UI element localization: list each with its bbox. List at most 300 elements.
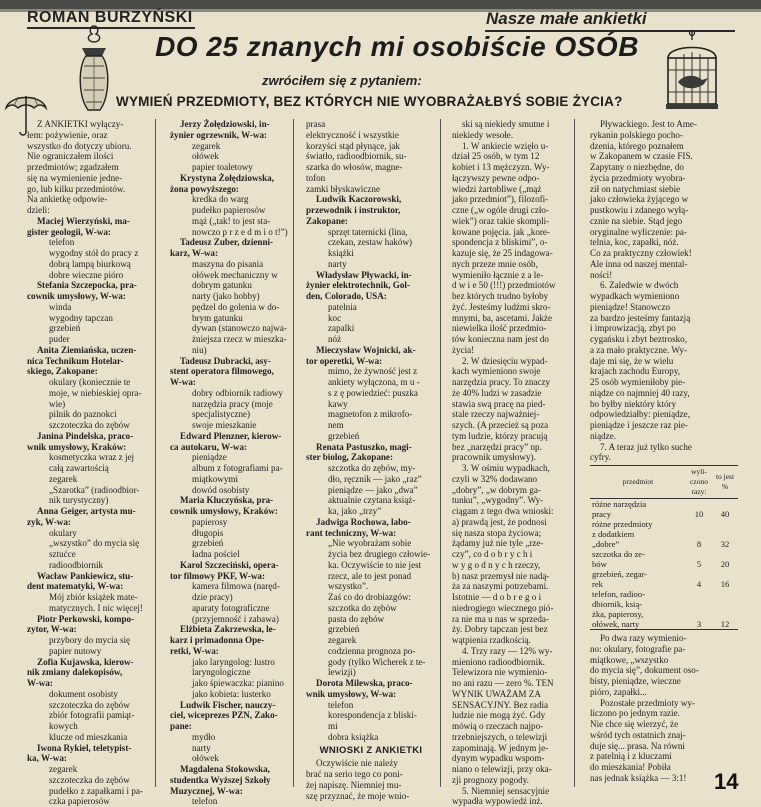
item-line: bów	[592, 559, 684, 569]
text-line: mieniono radioodbiornik.	[452, 657, 568, 668]
answer-item: ka. Oczywiście to nie jest	[306, 560, 436, 571]
respondent-name-line: W-wa:	[170, 377, 288, 388]
respondent-name-line: nik zmiany dalekopisów,	[27, 667, 151, 678]
text-line: prasa	[306, 119, 436, 130]
text-line: d w i e 50 (!!!) przedmiotów	[452, 280, 568, 291]
respondent-name-line: retki, W-wa:	[170, 646, 288, 657]
answer-item: telefon	[170, 796, 288, 807]
text-line: niano o telewizji, przy oka-	[452, 764, 568, 775]
text-line: WYNIK UWAŻAM ZA	[452, 689, 568, 700]
table-cell-percent: 16	[712, 569, 738, 589]
table-cell-count: 10	[686, 499, 712, 520]
answer-item: ankiety wyłączona, m u -	[306, 377, 436, 388]
text-line: kazuje się, że 25 indagowa-	[452, 248, 568, 259]
column-divider-1	[155, 119, 156, 787]
respondent-name-line: żynier ogrzewnik, W-wa:	[170, 130, 288, 141]
item-line: żka, papierosy,	[592, 609, 684, 619]
text-line: czy”, co d o b r y c h i	[452, 549, 568, 560]
section-heading: WNIOSKI Z ANKIETKI	[306, 746, 436, 757]
answer-item: nowczo p r z e d m i o t!”)	[170, 227, 288, 238]
respondent-entry	[27, 506, 151, 571]
text-line: dział 25 osób, w tym 12	[452, 151, 568, 162]
respondent-entry	[27, 657, 151, 743]
paragraph	[452, 356, 568, 464]
answer-item: jako śpiewaczka: pianino	[170, 678, 288, 689]
respondent-name-line: Janina Pindelska, praco-	[27, 431, 151, 442]
answer-item: „wszystko” do mycia się	[27, 538, 151, 549]
answer-item: dzie pracy)	[170, 592, 288, 603]
text-line: pióro, zapałki...	[590, 687, 738, 698]
text-line: zapominają. W jednym je-	[452, 743, 568, 754]
text-line: miątkowe, „wszystko	[590, 655, 738, 666]
page-number: 14	[714, 769, 738, 795]
answer-item: wygodny tapczan	[27, 313, 151, 324]
text-line: światło, radioodbiornik, su-	[306, 151, 436, 162]
text-line: niewielka ilość przedmio-	[452, 323, 568, 334]
series-title: Nasze małe ankietki	[486, 9, 647, 29]
text-line: się nasza stopa życiowa;	[452, 528, 568, 539]
respondent-name-line: Maria Kluczyńska, pra-	[170, 495, 288, 506]
text-line: stawia swą pracę na pied-	[452, 399, 568, 410]
answer-item: swoje mieszkanie	[170, 420, 288, 431]
respondent-name-line: den, Colorado, USA:	[306, 291, 436, 302]
answer-item: pieniądze	[170, 452, 288, 463]
respondent-name-line: Muzycznej, W-wa:	[170, 786, 288, 797]
table-cell-count: 3	[686, 589, 712, 630]
answer-item: ołówek	[170, 753, 288, 764]
respondent-name-line: przewodnik i instruktor,	[306, 205, 436, 216]
text-line: kobiet i 13 mężczyzn. Wy-	[452, 162, 568, 173]
column-3	[306, 119, 436, 787]
text-line: Na ankietkę odpowie-	[27, 194, 151, 205]
answer-item: narzędzia pracy (moje	[170, 399, 288, 410]
respondent-name-line: ciel, wiceprezes PZN, Zako-	[170, 710, 288, 721]
respondent-entry	[306, 517, 436, 678]
answer-item: książki	[306, 248, 436, 259]
answer-item: s z ę powiedzieć: puszka	[306, 388, 436, 399]
text-line: do mycia się”, dokument oso-	[590, 665, 738, 676]
text-line: wymieniło łącznie z a le-	[452, 270, 568, 281]
answer-item: mydło	[170, 732, 288, 743]
text-line: ności!	[590, 270, 738, 281]
text-line: w y g o d n y c h rzeczy,	[452, 560, 568, 571]
text-line: jako przedmiot”), filozofi-	[452, 194, 568, 205]
respondent-name-line: ster biolog, Zakopane:	[306, 452, 436, 463]
answer-item: telefon	[306, 700, 436, 711]
text-line: żyć. Jesteśmy ludźmi skro-	[452, 302, 568, 313]
respondent-name-line: studentka Wyższej Szkoły	[170, 775, 288, 786]
paragraph	[27, 119, 151, 216]
text-line: Pozostałe przedmioty wy-	[590, 698, 738, 709]
text-line: Zapytany o niezbędne, do	[590, 162, 738, 173]
answer-item: laryngologiczne	[170, 667, 288, 678]
answer-item: czka papierosów	[27, 796, 151, 807]
respondent-name-line: wnik umysłowy, W-wa:	[306, 689, 436, 700]
text-line: szarka do włosów, magne-	[306, 162, 436, 173]
text-line: zamki błyskawiczne	[306, 184, 436, 195]
answer-item: aktualnie czytana książ-	[306, 495, 436, 506]
respondent-name-line: Mieczysław Wojnicki, ak-	[306, 345, 436, 356]
answer-item: pudełko papierosów	[170, 205, 288, 216]
table-row	[590, 519, 738, 549]
answer-item: grzebień	[306, 624, 436, 635]
respondent-name-line: W-wa:	[27, 678, 151, 689]
answer-item: koc	[306, 313, 436, 324]
answer-item: wygodny stół do pracy z	[27, 248, 151, 259]
text-line: tów konieczna nam jest do	[452, 334, 568, 345]
answer-item: narty	[306, 259, 436, 270]
text-line: bez których trudno byłoby	[452, 291, 568, 302]
text-line: 1. W ankiecie wzięło u-	[452, 141, 568, 152]
text-line: spondencja z bliskimi”, o-	[452, 237, 568, 248]
table-cell-count: 4	[686, 569, 712, 589]
table-row	[590, 589, 738, 630]
answer-item: mimo, że żywność jest z	[306, 366, 436, 377]
respondent-entry	[170, 560, 288, 625]
text-line: stale rzeczy najważniej-	[452, 409, 568, 420]
text-line: 5. Niemniej sensacyjnie	[452, 786, 568, 797]
respondent-name-line: Jerzy Żołędziowski, in-	[170, 119, 288, 130]
respondent-entry	[306, 345, 436, 442]
paragraph	[452, 463, 568, 646]
text-line: pieniądze i jeszcze raz pie-	[590, 420, 738, 431]
respondent-entry	[27, 280, 151, 345]
answer-item: telefon	[27, 237, 151, 248]
answer-item: szczoteczka do zębów	[27, 775, 151, 786]
answer-item: okulary (koniecznie te	[27, 377, 151, 388]
respondent-name-line: Elżbieta Zakrzewska, le-	[170, 624, 288, 635]
answer-item: niu)	[170, 345, 288, 356]
text-line: brać na serio tego co poni-	[306, 769, 436, 780]
text-line: a) prawdą jest, że podnosi	[452, 517, 568, 528]
answer-item: jako laryngolog: lustro	[170, 657, 288, 668]
respondent-name-line: Zakopane:	[306, 216, 436, 227]
column-divider-4	[574, 119, 575, 787]
answer-item: papier toaletowy	[170, 162, 288, 173]
item-line: szczotka do ze-	[592, 549, 684, 559]
text-line: oryginalne wyliczenie: pa-	[590, 227, 738, 238]
survey-question: WYMIEŃ PRZEDMIOTY, BEZ KTÓRYCH NIE WYOBRAŻAŁBYŚ SOBIE ŻYCIA?	[116, 94, 623, 109]
respondent-name-line: Piotr Perkowski, kompo-	[27, 614, 151, 625]
answer-item: sprzęt taternicki (lina,	[306, 227, 436, 238]
table-cell-count: 8	[686, 519, 712, 549]
answer-item: szczotka do zębów, my-	[306, 463, 436, 474]
respondent-entry	[27, 345, 151, 431]
respondent-entry	[27, 571, 151, 614]
answer-item: ołówek	[170, 151, 288, 162]
respondent-entry	[170, 764, 288, 807]
paragraph	[452, 786, 568, 807]
respondent-name-line: ca autokaru, W-wa:	[170, 442, 288, 453]
column-2	[170, 119, 288, 787]
answer-item: dobrym gatunku	[170, 280, 288, 291]
table-cell-item	[590, 569, 686, 589]
answer-item: szczoteczka do zębów	[27, 700, 151, 711]
answer-item: kawy	[306, 399, 436, 410]
text-line: dynym wypadku wspom-	[452, 753, 568, 764]
text-line: Nie ograniczałem ilości	[27, 151, 151, 162]
respondent-entry	[170, 119, 288, 173]
text-line: Nie chce się wierzyć, że	[590, 719, 738, 730]
table-row	[590, 499, 738, 520]
respondent-entry	[170, 495, 288, 560]
text-line: niądze.	[590, 431, 738, 442]
answer-item: Mój zbiór książek mate-	[27, 592, 151, 603]
text-line: życia przedmioty wyobra-	[590, 173, 738, 184]
answer-item: grzebień	[27, 323, 151, 334]
text-line: do mieszkania! Pobiła	[590, 762, 738, 773]
respondent-name-line: Władysław Pływacki, in-	[306, 270, 436, 281]
table-cell-percent: 12	[712, 589, 738, 630]
answer-item: zapalki	[306, 323, 436, 334]
answer-item: rzecz, ale to jest ponad	[306, 571, 436, 582]
table-cell-percent: 32	[712, 519, 738, 549]
answer-item: dobra książka	[306, 732, 436, 743]
answer-item: zegarek	[170, 141, 288, 152]
text-line: 2. W dziesięciu wypad-	[452, 356, 568, 367]
text-line: Oczywiście nie należy	[306, 758, 436, 769]
table-header-row	[590, 466, 738, 499]
answer-item: całą zawartością	[27, 463, 151, 474]
respondent-name-line: dent matematyki, W-wa:	[27, 581, 151, 592]
text-line: trzebniejszych, o telewizji	[452, 732, 568, 743]
answer-item: kredka do warg	[170, 194, 288, 205]
text-line: no ani razu — zero %. TEN	[452, 678, 568, 689]
answer-item: dobrą lampą biurkową	[27, 259, 151, 270]
text-line: wątpienia rzadkością.	[452, 635, 568, 646]
text-line: ży. Dobry tapczan jest bez	[452, 624, 568, 635]
text-line: dzenia, którego poznałem	[590, 141, 738, 152]
respondent-name-line: żona powyższego:	[170, 184, 288, 195]
text-line: rykanin polskiego pocho-	[590, 130, 738, 141]
table-row	[590, 549, 738, 569]
answer-item: pędzel do golenia w do-	[170, 302, 288, 313]
respondent-name-line: Jadwiga Rochowa, labo-	[306, 517, 436, 528]
answer-item: dowód osobisty	[170, 485, 288, 496]
paragraph	[452, 646, 568, 786]
text-line: Co za praktyczny człowiek!	[590, 248, 738, 259]
text-line: daje mi się, że w wielu	[590, 356, 738, 367]
respondent-entry	[306, 678, 436, 743]
text-line: no: okulary, fotografie pa-	[590, 644, 738, 655]
text-line: korzyści stąd płynące, jak	[306, 141, 436, 152]
answer-item: Zaś co do drobiazgów:	[306, 592, 436, 603]
text-line: cznie na siebie. Stąd jego	[590, 216, 738, 227]
answer-item: dło, ręcznik — jako „raz”	[306, 474, 436, 485]
respondent-name-line: Tadeusz Dubracki, asy-	[170, 356, 288, 367]
respondent-entry	[27, 614, 151, 657]
item-line: ołówek, narty	[592, 619, 684, 629]
respondent-name-line: Renata Pastuszko, magi-	[306, 442, 436, 453]
text-line: Po dwa razy wymienio-	[590, 633, 738, 644]
answer-item: winda	[27, 302, 151, 313]
column-5	[590, 119, 738, 787]
answer-item: czekan, zestaw haków)	[306, 237, 436, 248]
text-line: bisty, pieniądze, wieczne	[590, 676, 738, 687]
item-line: pracy	[592, 509, 684, 519]
column-4	[452, 119, 568, 787]
text-line: przedmiotów; zgadzałem	[27, 162, 151, 173]
text-line: narzędzia pracy. To znaczy	[452, 377, 568, 388]
respondent-entry	[170, 237, 288, 355]
respondent-name-line: cownik umysłowy, W-wa:	[27, 291, 151, 302]
answer-item: pilnik do paznokci	[27, 409, 151, 420]
answer-item: zegarek	[27, 764, 151, 775]
statistics-table	[590, 465, 738, 630]
table-cell-percent: 40	[712, 499, 738, 520]
text-line: 6. Zaledwie w dwóch	[590, 280, 738, 291]
answer-item: długopis	[170, 528, 288, 539]
text-line: życia!	[452, 345, 568, 356]
text-line: Ale inna od naszej mental-	[590, 259, 738, 270]
text-line: niekiedy wesołe.	[452, 130, 568, 141]
answer-item: papier nutowy	[27, 646, 151, 657]
table-cell-item	[590, 499, 686, 520]
text-line: ciągam z tego dwa wnioski:	[452, 506, 568, 517]
answer-item: mi	[306, 721, 436, 732]
vase-illustration	[72, 22, 116, 116]
item-line: rek	[592, 579, 684, 589]
answer-item: (przyjemność i zabawa)	[170, 614, 288, 625]
respondent-name-line: ka, W-wa:	[27, 753, 151, 764]
text-line: elektryczność i wszystkie	[306, 130, 436, 141]
respondent-entry	[170, 624, 288, 699]
answer-item: kosmetyczka wraz z jej	[27, 452, 151, 463]
answer-item: moje, w niebieskiej opra-	[27, 388, 151, 399]
item-line: z dodatkiem	[592, 529, 684, 539]
answer-item: miątkowymi	[170, 474, 288, 485]
text-line: ski są niekiedy smutne i	[452, 119, 568, 130]
respondent-name-line: skiego, Zakopane:	[27, 366, 151, 377]
respondent-name-line: cownik umysłowy, Kraków:	[170, 506, 288, 517]
text-line: za bardzo jesteśmy fantazją	[590, 313, 738, 324]
answer-item: nik turystyczny)	[27, 495, 151, 506]
text-line: 25 osób wymieniłoby pie-	[590, 377, 738, 388]
text-line: kowane pojęcia. jak „kore-	[452, 227, 568, 238]
table-header-cell: przedmiot	[590, 466, 686, 499]
respondent-name-line: tor filmowy PKF, W-wa:	[170, 571, 288, 582]
answer-item: maszyna do pisania	[170, 259, 288, 270]
answer-item: narty (jako hobby)	[170, 291, 288, 302]
text-line: pracownik umysłowy).	[452, 452, 568, 463]
text-line: ra nie ma u nas w sprzeda-	[452, 614, 568, 625]
text-line: żej napiszę. Niemniej mu-	[306, 780, 436, 791]
answer-item: zegarek	[306, 635, 436, 646]
answer-item: album z fotografiami pa-	[170, 463, 288, 474]
text-line: pieniądze! Stanowczo	[590, 302, 738, 313]
answer-item: szczotka do zębów	[306, 603, 436, 614]
respondent-name-line: karz i primadonna Ope-	[170, 635, 288, 646]
text-line: 3. W ośmiu wypadkach,	[452, 463, 568, 474]
answer-item: grzebień	[170, 538, 288, 549]
text-line: b) nasz przemysł nie nadą-	[452, 571, 568, 582]
text-line: tofon	[306, 173, 436, 184]
respondent-name-line: stent operatora filmowego,	[170, 366, 288, 377]
respondent-name-line: pane:	[170, 721, 288, 732]
answer-item: nem	[306, 420, 436, 431]
respondent-name-line: nica Technikum Hotelar-	[27, 356, 151, 367]
answer-item: radioodbiornik	[27, 560, 151, 571]
text-line: a za mało praktyczne. Wy-	[590, 345, 738, 356]
respondent-name-line: Ludwik Kaczorowski,	[306, 194, 436, 205]
respondent-entry	[306, 194, 436, 269]
table-cell-item	[590, 549, 686, 569]
respondent-name-line: Krystyna Żołędziowska,	[170, 173, 288, 184]
text-line: jako człowieka żyjącego w	[590, 194, 738, 205]
answer-item: specjalistyczne)	[170, 409, 288, 420]
answer-item: wie)	[27, 399, 151, 410]
paragraph	[590, 633, 738, 698]
respondent-name-line: Wacław Pankiewicz, stu-	[27, 571, 151, 582]
respondent-entry	[170, 431, 288, 496]
respondent-entry	[170, 356, 288, 431]
text-line: telnia, koc, zapałki, nóż.	[590, 237, 738, 248]
text-line: zji prognozy pogody.	[452, 775, 568, 786]
respondent-name-line: Dorota Milewska, praco-	[306, 678, 436, 689]
text-line: cygańsku i zbyt beztrosko,	[590, 334, 738, 345]
text-line: duje się... prasa. Na równi	[590, 741, 738, 752]
answer-item: grzebień	[306, 431, 436, 442]
column-divider-3	[440, 119, 441, 787]
answer-item: matycznych. I nic więcej!	[27, 603, 151, 614]
paragraph	[590, 280, 738, 441]
answer-item: magnetofon z mikrofo-	[306, 409, 436, 420]
respondent-name-line: rant techniczny, W-wa:	[306, 528, 436, 539]
answer-item: dobre wieczne pióro	[27, 270, 151, 281]
text-line: niądze co najmniej 40 razy,	[590, 388, 738, 399]
text-line: szę przyznać, że moje wnio-	[306, 791, 436, 802]
respondent-name-line: tor operetki, W-wa:	[306, 356, 436, 367]
text-line: bo byłby niektóry który	[590, 399, 738, 410]
author-name: ROMAN BURZYŃSKI	[27, 9, 193, 27]
text-line: szych. (A przecież są poza	[452, 420, 568, 431]
respondent-entry	[27, 743, 151, 807]
paragraph	[306, 758, 436, 801]
item-line: „dobre”	[592, 539, 684, 549]
text-line: kach wymieniono swoje	[452, 366, 568, 377]
text-line: 7. A teraz już tylko suche	[590, 442, 738, 453]
answer-item: papierosy	[170, 517, 288, 528]
answer-item: kamera filmowa (naręd-	[170, 581, 288, 592]
answer-item: ka, jako „trzy”	[306, 506, 436, 517]
text-line: dzieli:	[27, 205, 151, 216]
answer-item: wszystko”.	[306, 581, 436, 592]
column-divider-2	[293, 119, 294, 787]
item-line: różne przedmioty	[592, 519, 684, 529]
text-line: czyli w 32% dodawano	[452, 474, 568, 485]
answer-item: żniejsza rzecz w mieszka-	[170, 334, 288, 345]
text-line: nas jednak książka — 3:1!	[590, 773, 738, 784]
answer-item: pudełko z zapałkami i pa-	[27, 786, 151, 797]
respondent-name-line: Tadeusz Zuber, dzienni-	[170, 237, 288, 248]
paragraph	[590, 442, 738, 464]
table-cell-item	[590, 519, 686, 549]
answer-item: zbiór fotografii pamiąt-	[27, 710, 151, 721]
answer-item: korespondencja z bliski-	[306, 710, 436, 721]
text-line: z patelnią i z kluczami	[590, 751, 738, 762]
answer-item: pieniądze — jako „dwa”	[306, 485, 436, 496]
answer-item: mąż („tak! to jest sta-	[170, 216, 288, 227]
text-line: Z ANKIETKI wyłączy-	[27, 119, 151, 130]
text-line: odpowiedziałby: pieniądze,	[590, 409, 738, 420]
answer-item: pasta do zębów	[306, 614, 436, 625]
respondent-name-line: żynier elektrotechnik, Gol-	[306, 280, 436, 291]
answer-item: sztućce	[27, 549, 151, 560]
text-line: wypadła wypowiedź inż.	[452, 796, 568, 807]
answer-item: gody (tylko Wicherek z te-	[306, 657, 436, 668]
respondent-name-line: Iwona Rykiel, teletypist-	[27, 743, 151, 754]
table-row	[590, 569, 738, 589]
